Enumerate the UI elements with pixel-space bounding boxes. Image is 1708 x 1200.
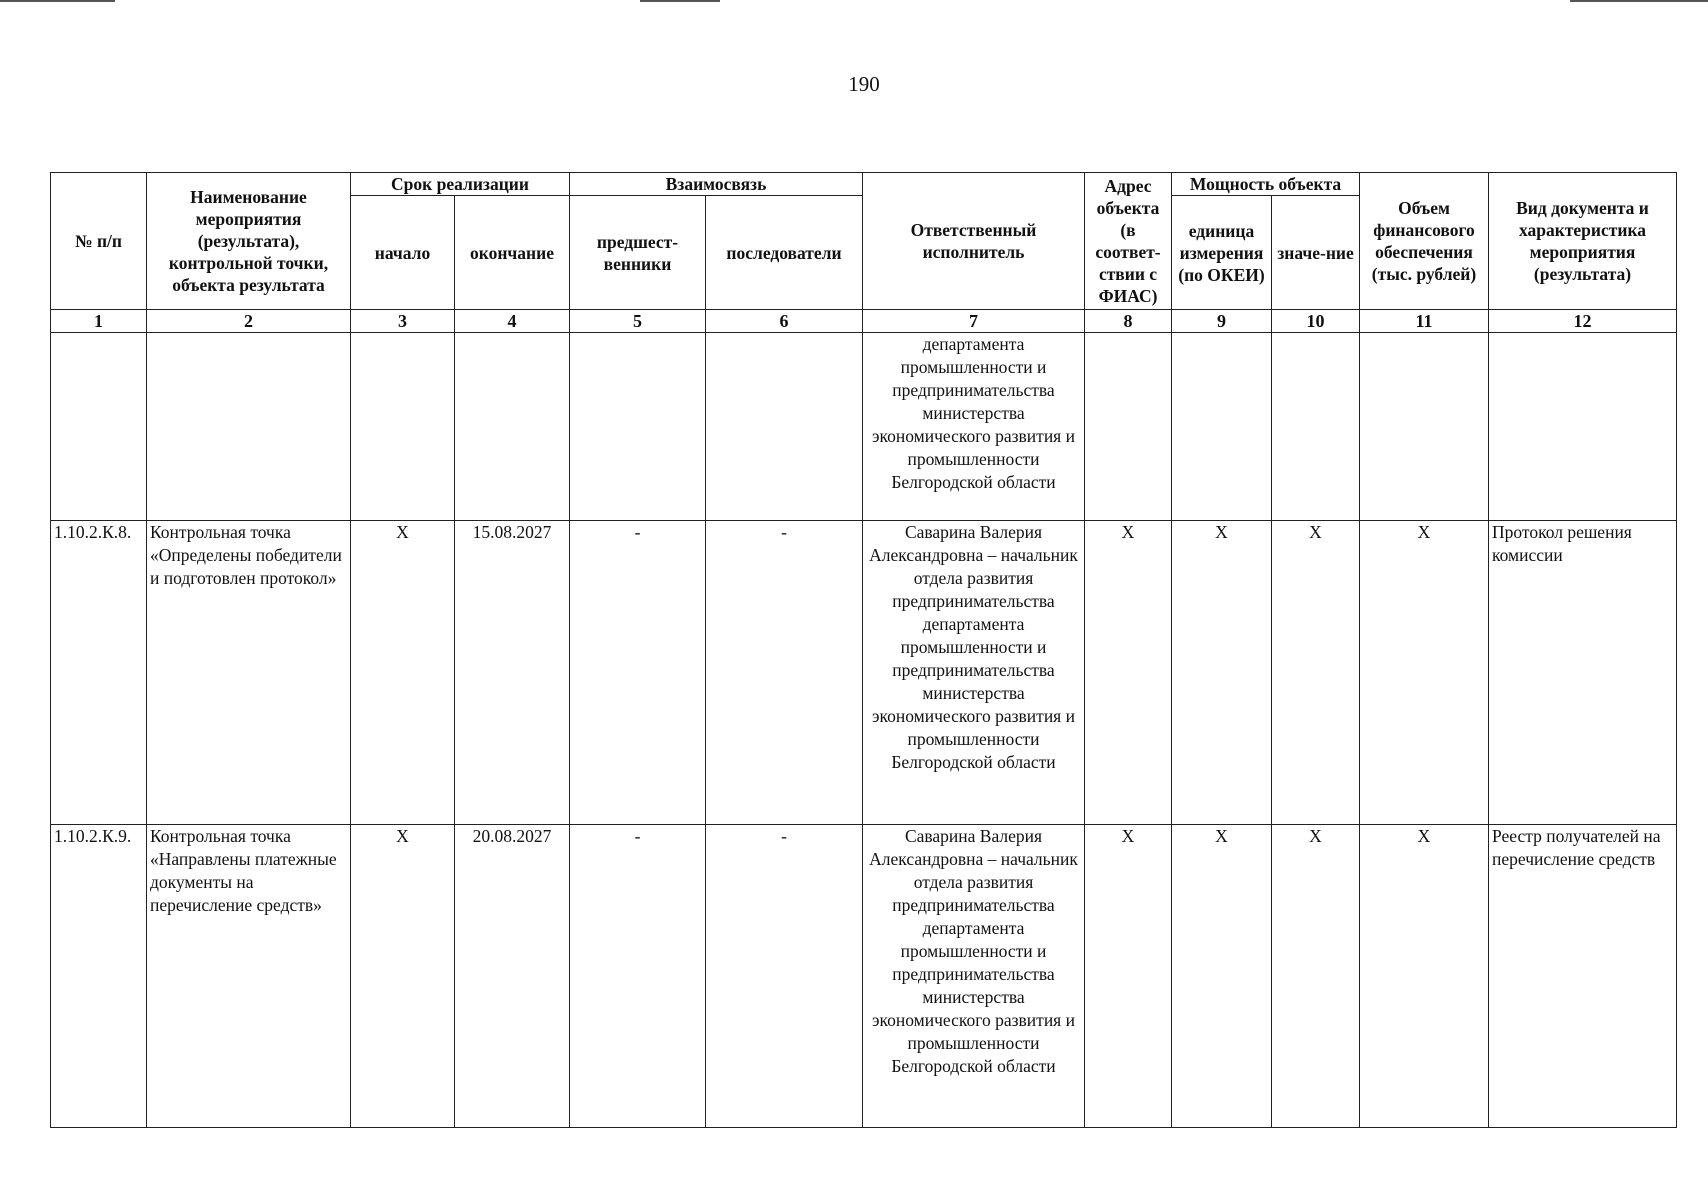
activities-table bbox=[50, 172, 1677, 1128]
capacity-unit: Х bbox=[1172, 521, 1272, 825]
header-link: Взаимосвязь bbox=[570, 173, 863, 196]
document-type: Реестр получателей на перечисление средств bbox=[1489, 825, 1677, 1128]
header-period: Срок реализации bbox=[351, 173, 570, 196]
row-number: 1.10.2.К.9. bbox=[51, 825, 147, 1128]
column-number: 5 bbox=[570, 310, 706, 333]
header-financing: Объем финансового обеспечения (тыс. рублей) bbox=[1360, 173, 1489, 310]
successors bbox=[706, 333, 863, 521]
capacity-unit bbox=[1172, 333, 1272, 521]
column-number: 3 bbox=[351, 310, 455, 333]
header-name: Наименование мероприятия (результата), контрольной точки, объекта результата bbox=[147, 173, 351, 310]
header-value: значе-ние bbox=[1272, 196, 1360, 310]
predecessors: - bbox=[570, 521, 706, 825]
header-responsible: Ответственный исполнитель bbox=[863, 173, 1085, 310]
financing-volume bbox=[1360, 333, 1489, 521]
object-address: Х bbox=[1085, 521, 1172, 825]
successors: - bbox=[706, 825, 863, 1128]
document-type bbox=[1489, 333, 1677, 521]
capacity-value: Х bbox=[1272, 521, 1360, 825]
table-row bbox=[51, 521, 1677, 825]
activity-name: Контрольная точка «Определены победители и подготовлен протокол» bbox=[147, 521, 351, 825]
header-end: окончание bbox=[455, 196, 570, 310]
start-date: Х bbox=[351, 825, 455, 1128]
table-row bbox=[51, 333, 1677, 521]
column-number: 11 bbox=[1360, 310, 1489, 333]
header-address: Адрес объекта (в соответ-ствии с ФИАС) bbox=[1085, 173, 1172, 310]
column-number: 7 bbox=[863, 310, 1085, 333]
header-num: № п/п bbox=[51, 173, 147, 310]
end-date: 15.08.2027 bbox=[455, 521, 570, 825]
object-address: Х bbox=[1085, 825, 1172, 1128]
column-number: 1 bbox=[51, 310, 147, 333]
predecessors bbox=[570, 333, 706, 521]
header-document: Вид документа и характеристика мероприятия (результата) bbox=[1489, 173, 1677, 310]
capacity-unit: Х bbox=[1172, 825, 1272, 1128]
successors: - bbox=[706, 521, 863, 825]
responsible-executor: Саварина Валерия Александровна – начальник отдела развития предпринимательства департамента промышленности и предпринимательства министерства экономического развития и промышленности Белгородской области bbox=[863, 825, 1085, 1128]
capacity-value: Х bbox=[1272, 825, 1360, 1128]
object-address bbox=[1085, 333, 1172, 521]
financing-volume: Х bbox=[1360, 825, 1489, 1128]
activity-name: Контрольная точка «Направлены платежные документы на перечисление средств» bbox=[147, 825, 351, 1128]
table-row bbox=[51, 825, 1677, 1128]
scan-edge bbox=[640, 0, 720, 2]
end-date: 20.08.2027 bbox=[455, 825, 570, 1128]
column-number: 12 bbox=[1489, 310, 1677, 333]
responsible-executor: департамента промышленности и предпринимательства министерства экономического развития и промышленности Белгородской области bbox=[863, 333, 1085, 521]
row-number: 1.10.2.К.8. bbox=[51, 521, 147, 825]
financing-volume: Х bbox=[1360, 521, 1489, 825]
header-predecessors: предшест-венники bbox=[570, 196, 706, 310]
start-date bbox=[351, 333, 455, 521]
responsible-executor: Саварина Валерия Александровна – начальник отдела развития предпринимательства департамента промышленности и предпринимательства министерства экономического развития и промышленности Белгородской области bbox=[863, 521, 1085, 825]
header-unit: единица измерения (по ОКЕИ) bbox=[1172, 196, 1272, 310]
column-number: 8 bbox=[1085, 310, 1172, 333]
header-capacity: Мощность объекта bbox=[1172, 173, 1360, 196]
header-successors: последователи bbox=[706, 196, 863, 310]
row-number bbox=[51, 333, 147, 521]
column-number: 9 bbox=[1172, 310, 1272, 333]
document-type: Протокол решения комиссии bbox=[1489, 521, 1677, 825]
column-number: 6 bbox=[706, 310, 863, 333]
page-number: 190 bbox=[848, 72, 880, 96]
end-date bbox=[455, 333, 570, 521]
header-start: начало bbox=[351, 196, 455, 310]
column-number: 4 bbox=[455, 310, 570, 333]
column-number: 10 bbox=[1272, 310, 1360, 333]
scan-edge bbox=[1570, 0, 1708, 2]
activity-name bbox=[147, 333, 351, 521]
start-date: Х bbox=[351, 521, 455, 825]
scan-edge bbox=[0, 0, 115, 2]
column-number: 2 bbox=[147, 310, 351, 333]
predecessors: - bbox=[570, 825, 706, 1128]
capacity-value bbox=[1272, 333, 1360, 521]
